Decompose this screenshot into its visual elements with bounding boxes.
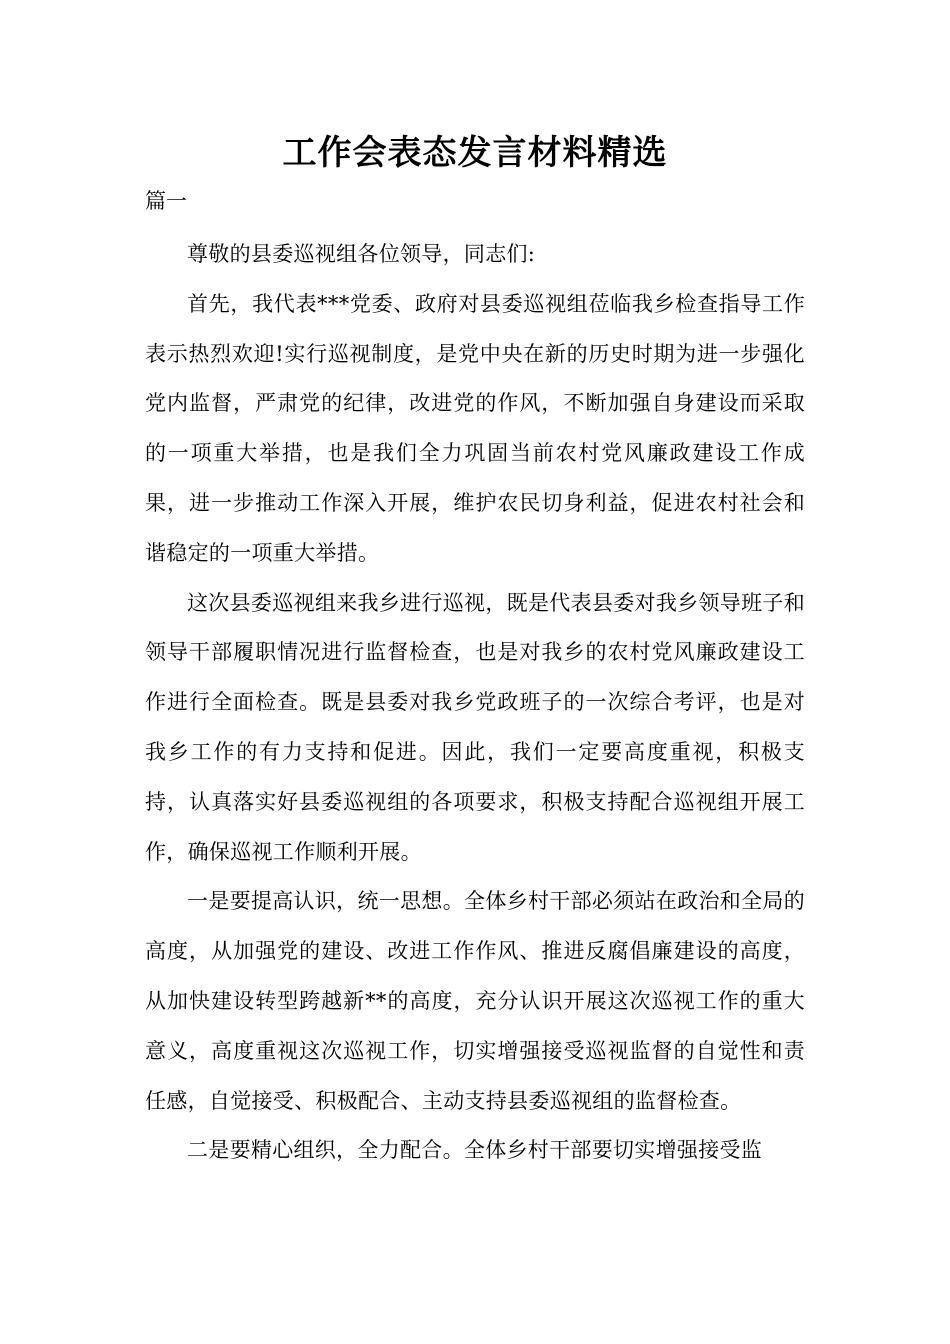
paragraph: 二是要精心组织，全力配合。全体乡村干部要切实增强接受监 [187,1138,763,1163]
section-label: 篇一 [145,189,187,213]
paragraph-salutation: 尊敬的县委巡视组各位领导，同志们: [187,242,536,266]
paragraph: 这次县委巡视组来我乡进行巡视，既是代表县委对我乡领导班子和领导干部履职情况进行监督检查，也是对我乡的农村党风廉政建设工作进行全面检查。既是县委对我乡党政班子的一次综合考评，也是对我乡工作的有力支持和促进。因此，我们一定要高度重视，积极支持，认真落实好县委巡视组的各项要求，积极支持配合巡视组开展工作，确保巡视工作顺利开展。 [145,590,805,864]
paragraph: 首先，我代表***党委、政府对县委巡视组莅临我乡检查指导工作表示热烈欢迎!实行巡视制度，是党中央在新的历史时期为进一步强化党内监督，严肃党的纪律，改进党的作风，不断加强自身建设而采取的一项重大举措，也是我们全力巩固当前农村党风廉政建设工作成果，进一步推动工作深入开展，维护农民切身利益，促进农村社会和谐稳定的一项重大举措。 [145,291,805,565]
document-title: 工作会表态发言材料精选 [282,133,668,173]
document-body [145,230,805,1176]
paragraph: 一是要提高认识，统一思想。全体乡村干部必须站在政治和全局的高度，从加强党的建设、改进工作作风、推进反腐倡廉建设的高度，从加快建设转型跨越新**的高度，充分认识开展这次巡视工作的重大意义，高度重视这次巡视工作，切实增强接受巡视监督的自觉性和责任感，自觉接受、积极配合、主动支持县委巡视组的监督检查。 [145,889,805,1113]
